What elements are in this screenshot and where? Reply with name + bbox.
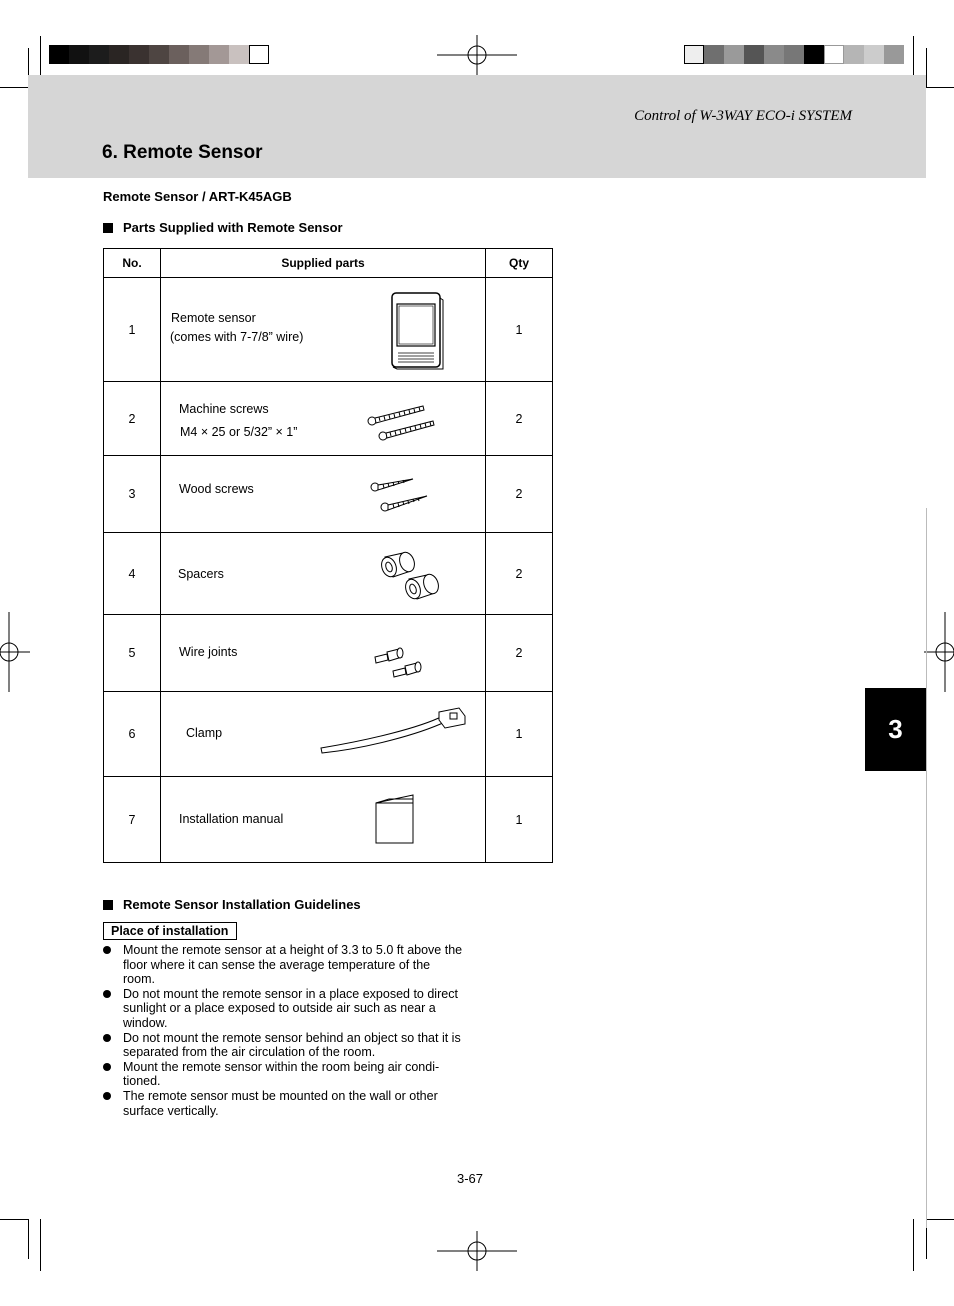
header-no: No. xyxy=(104,249,161,278)
table-row xyxy=(104,533,553,615)
table-row xyxy=(104,278,553,382)
page-number: 3-67 xyxy=(457,1171,484,1186)
guidelines-heading xyxy=(103,897,361,912)
list-item: Do not mount the remote sensor behind an object so that it is separated from the air circulation of the room. xyxy=(103,1031,465,1060)
part-name: Clamp xyxy=(186,726,223,740)
part-name: Remote sensor xyxy=(171,311,256,325)
row-part xyxy=(161,692,486,777)
section-title: 6. Remote Sensor xyxy=(102,142,263,163)
part-name: Spacers xyxy=(178,567,224,581)
row-no: 6 xyxy=(104,692,161,777)
registration-mark-left xyxy=(0,612,30,692)
list-item: Do not mount the remote sensor in a place exposed to direct sunlight or a place exposed to outside air such as near a window. xyxy=(103,987,465,1031)
bullet-dot-icon xyxy=(103,1063,111,1071)
list-item: Mount the remote sensor within the room being air condi-tioned. xyxy=(103,1060,465,1089)
wood-screws-icon xyxy=(369,476,433,516)
row-part xyxy=(161,615,486,692)
row-no: 4 xyxy=(104,533,161,615)
row-no: 5 xyxy=(104,615,161,692)
row-qty: 2 xyxy=(486,382,553,456)
clamp-icon xyxy=(319,706,469,756)
part-detail: (comes with 7-7/8” wire) xyxy=(170,330,304,344)
bullet-dot-icon xyxy=(103,946,111,954)
row-part xyxy=(161,382,486,456)
part-detail: M4 × 25 or 5/32” × 1” xyxy=(180,425,298,439)
registration-mark-right xyxy=(924,612,954,692)
part-name: Wire joints xyxy=(179,645,238,659)
system-title: Control of W-3WAY ECO-i SYSTEM xyxy=(634,108,852,124)
header-supplied-parts: Supplied parts xyxy=(161,249,486,278)
row-qty: 1 xyxy=(486,777,553,863)
manual-icon xyxy=(373,793,419,847)
row-no: 7 xyxy=(104,777,161,863)
table-row xyxy=(104,456,553,533)
part-name: Installation manual xyxy=(179,812,284,826)
table-header-row xyxy=(104,249,553,278)
part-name: Wood screws xyxy=(179,482,254,496)
registration-mark-bottom xyxy=(437,1231,517,1271)
table-row xyxy=(104,777,553,863)
row-part xyxy=(161,777,486,863)
chapter-tab: 3 xyxy=(865,688,926,771)
row-part xyxy=(161,456,486,533)
row-qty: 2 xyxy=(486,533,553,615)
row-qty: 2 xyxy=(486,456,553,533)
parts-heading-text: Parts Supplied with Remote Sensor xyxy=(123,220,343,235)
row-no: 3 xyxy=(104,456,161,533)
spacers-icon xyxy=(379,551,443,607)
bullet-dot-icon xyxy=(103,990,111,998)
place-of-installation-label: Place of installation xyxy=(103,922,237,940)
table-row xyxy=(104,382,553,456)
machine-screws-icon xyxy=(365,402,445,442)
bullet-dot-icon xyxy=(103,1034,111,1042)
remote-sensor-icon xyxy=(389,290,445,370)
registration-mark-top xyxy=(437,35,517,75)
bullet-dot-icon xyxy=(103,1092,111,1100)
row-qty: 1 xyxy=(486,278,553,382)
row-no: 2 xyxy=(104,382,161,456)
guidelines-list xyxy=(103,943,465,1118)
list-item: Mount the remote sensor at a height of 3.3 to 5.0 ft above the floor where it can sense the average temperature of the room. xyxy=(103,943,465,987)
part-name: Machine screws xyxy=(179,402,269,416)
model-title: Remote Sensor / ART-K45AGB xyxy=(103,189,292,204)
tab-guide-line xyxy=(926,508,927,1228)
parts-table xyxy=(103,248,553,863)
table-row xyxy=(104,615,553,692)
row-part xyxy=(161,278,486,382)
table-row xyxy=(104,692,553,777)
parts-heading xyxy=(103,220,343,235)
square-bullet-icon xyxy=(103,900,113,910)
row-qty: 1 xyxy=(486,692,553,777)
list-item: The remote sensor must be mounted on the wall or other surface vertically. xyxy=(103,1089,465,1118)
row-part xyxy=(161,533,486,615)
row-qty: 2 xyxy=(486,615,553,692)
guidelines-heading-text: Remote Sensor Installation Guidelines xyxy=(123,897,361,912)
square-bullet-icon xyxy=(103,223,113,233)
wire-joints-icon xyxy=(373,645,429,679)
header-qty: Qty xyxy=(486,249,553,278)
row-no: 1 xyxy=(104,278,161,382)
